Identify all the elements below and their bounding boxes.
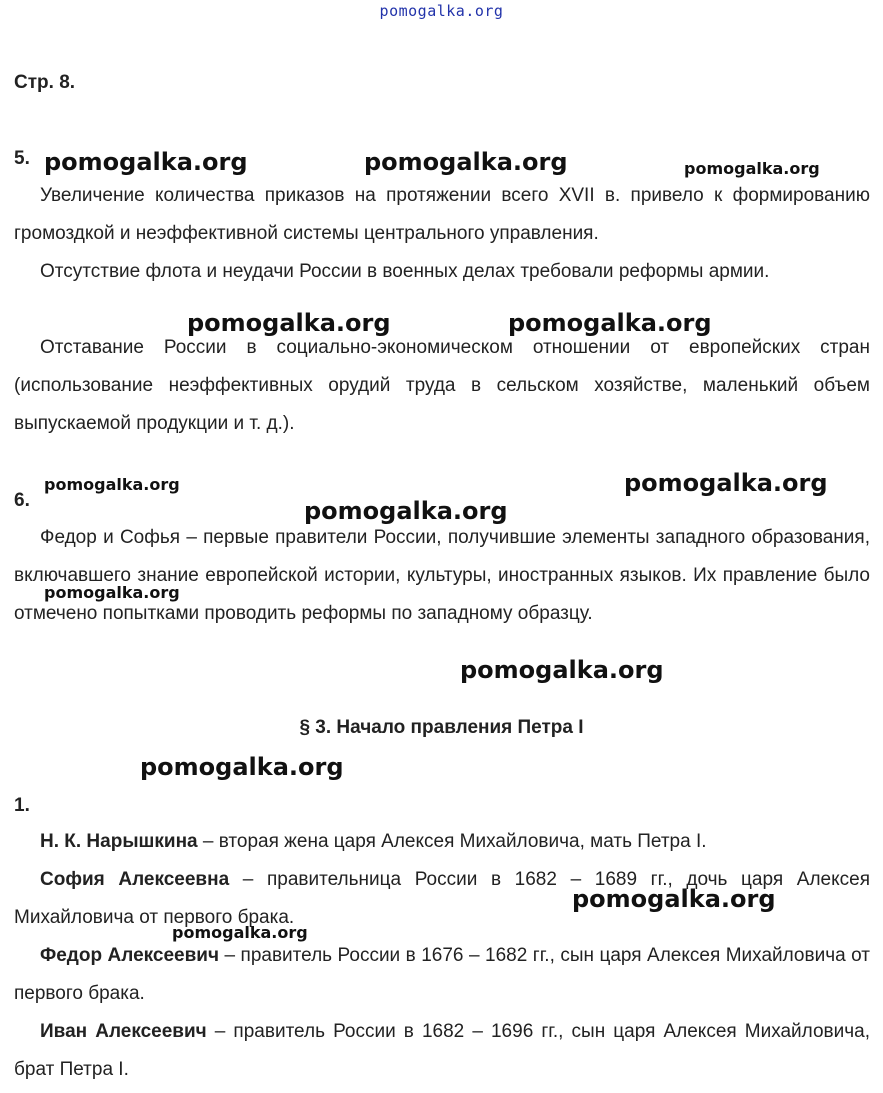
- entry-definition: – правитель России в 1676 – 1682 гг., сын царя Алексея Михайловича от первого брака.: [14, 945, 870, 1004]
- question-1-number: 1.: [14, 795, 30, 816]
- watermark: pomogalka.org: [140, 753, 344, 781]
- q5-paragraph-2: Отсутствие флота и неудачи России в военных делах требовали реформы армии.: [40, 261, 770, 282]
- watermark: pomogalka.org: [44, 148, 248, 176]
- watermark: pomogalka.org: [684, 159, 820, 178]
- watermark: pomogalka.org: [187, 309, 391, 337]
- entry-term: София Алексеевна: [40, 869, 230, 890]
- watermark: pomogalka.org: [624, 469, 828, 497]
- q5-paragraph-3: Отставание России в социально-экономическом отношении от европейских стран (использование неэффективных орудий труда в сельском хозяйстве, маленький объем выпускаемой продукции и т. д.).: [14, 337, 870, 434]
- entry-term: Федор Алексеевич: [40, 945, 219, 966]
- watermark: pomogalka.org: [508, 309, 712, 337]
- watermark: pomogalka.org: [572, 885, 776, 913]
- question-5-number: 5.: [14, 148, 30, 169]
- question-6-number: 6.: [14, 490, 30, 511]
- page-reference: Стр. 8.: [14, 72, 76, 93]
- watermark: pomogalka.org: [364, 148, 568, 176]
- q5-paragraph-1: Увеличение количества приказов на протяжении всего XVII в. привело к формированию громоздкой и неэффективной системы центрального управления.: [14, 185, 870, 244]
- watermark: pomogalka.org: [44, 475, 180, 494]
- watermark: pomogalka.org: [304, 497, 508, 525]
- entry-definition: – правительница России в 1682 – 1689 гг., дочь царя Алексея Михайловича от первого брака.: [14, 869, 870, 928]
- header-watermark: pomogalka.org: [379, 2, 504, 20]
- entry-definition: – правитель России в 1682 – 1696 гг., сын царя Алексея Михайловича, брат Петра I.: [14, 1021, 870, 1080]
- q6-paragraph-1: Федор и Софья – первые правители России, получившие элементы западного образования, включавшего знание европейской истории, культуры, иностранных языков. Их правление было отмечено попытками проводить реформы по западному образцу.: [14, 527, 870, 624]
- watermark: pomogalka.org: [460, 656, 664, 684]
- entry-naryshkina: [14, 823, 870, 861]
- watermark: pomogalka.org: [44, 583, 180, 602]
- entry-fedor: [14, 937, 870, 1013]
- entry-term: Иван Алексеевич: [40, 1021, 207, 1042]
- section-title: § 3. Начало правления Петра I: [299, 717, 584, 738]
- watermark: pomogalka.org: [172, 923, 308, 942]
- entry-definition: – вторая жена царя Алексея Михайловича, мать Петра I.: [197, 831, 707, 852]
- entry-term: Н. К. Нарышкина: [40, 831, 198, 852]
- entry-ivan: [14, 1013, 870, 1089]
